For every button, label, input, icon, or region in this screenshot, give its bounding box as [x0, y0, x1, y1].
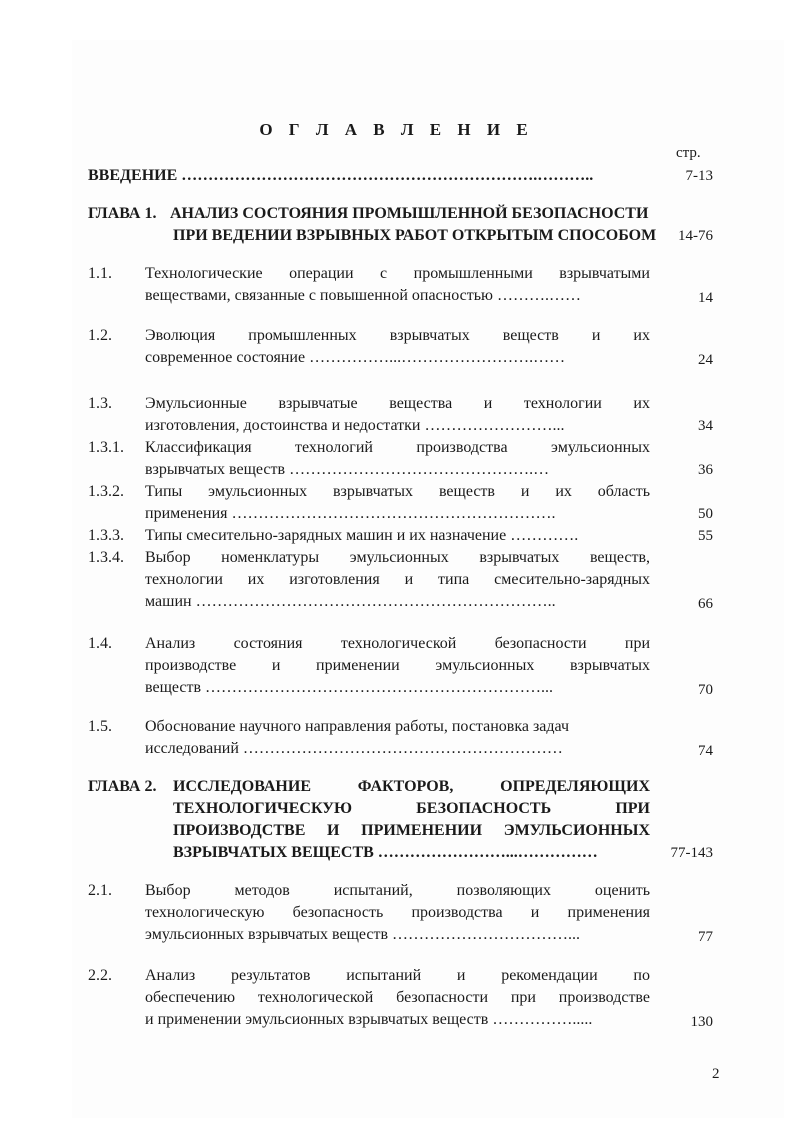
toc-entry-page: 70 — [698, 682, 713, 698]
toc-entry-text: обеспечению технологической безопасности при производстве — [145, 989, 650, 1006]
toc-entry-text: машин ………………………………………………………….. — [145, 593, 556, 610]
toc-entry-page: 34 — [698, 418, 713, 434]
toc-entry-text: Технологические операции с промышленными взрывчатыми — [145, 265, 650, 282]
toc-entry-page: 55 — [698, 528, 713, 544]
toc-entry-text: ПРИ ВЕДЕНИИ ВЗРЫВНЫХ РАБОТ ОТКРЫТЫМ СПОСОБОМ — [173, 227, 657, 244]
toc-entry-number: 1.3. — [88, 395, 112, 412]
toc-entry-page: 74 — [698, 743, 713, 759]
toc-entry-text: веществ ………………………………………………………... — [145, 679, 554, 696]
toc-entry-text: и применении эмульсионных взрывчатых веществ ……………..... — [145, 1011, 593, 1028]
toc-entry-number: 2.1. — [88, 882, 112, 899]
toc-entry-text: применения ……………………………………………………. — [145, 505, 556, 522]
toc-entry-text: изготовления, достоинства и недостатки ……………………... — [145, 417, 565, 434]
toc-entry-text: Анализ результатов испытаний и рекомендации по — [145, 967, 650, 984]
page-number: 2 — [712, 1066, 720, 1082]
toc-entry-text: производстве и применении эмульсионных взрывчатых — [145, 657, 650, 674]
toc-entry-page: 7-13 — [685, 168, 713, 184]
toc-entry-text: Обоснование научного направления работы, постановка задач — [145, 718, 570, 735]
toc-entry-number: 2.2. — [88, 967, 112, 984]
toc-entry-number: ГЛАВА 1. — [88, 205, 157, 222]
toc-entry-number: 1.3.2. — [88, 483, 124, 500]
toc-entry-page: 36 — [698, 462, 713, 478]
toc-entry-page: 24 — [698, 352, 713, 368]
toc-entry-text: современное состояние ……………...…………………….…… — [145, 349, 566, 366]
toc-entry-text: ПРОИЗВОДСТВЕ И ПРИМЕНЕНИИ ЭМУЛЬСИОННЫХ — [173, 822, 650, 839]
toc-entry-number: 1.3.3. — [88, 527, 124, 544]
toc-entry-page: 66 — [698, 596, 713, 612]
toc-entry-page: 14 — [698, 290, 713, 306]
toc-entry-text: технологическую безопасность производства и применения — [145, 904, 650, 921]
toc-entry-number: 1.4. — [88, 635, 112, 652]
toc-title: О Г Л А В Л Е Н И Е — [259, 120, 534, 139]
toc-entry-text: Выбор номенклатуры эмульсионных взрывчатых веществ, — [145, 549, 650, 566]
toc-entry-text: Эволюция промышленных взрывчатых веществ и их — [145, 327, 650, 344]
page-column-header: стр. — [676, 145, 701, 161]
toc-entry-page: 50 — [698, 506, 713, 522]
toc-entry-text: эмульсионных взрывчатых веществ ……………………………... — [145, 926, 581, 943]
toc-entry-text: технологии их изготовления и типа смесительно-зарядных — [145, 571, 650, 588]
toc-entry-text: Эмульсионные взрывчатые вещества и технологии их — [145, 395, 650, 412]
toc-entry-text: Классификация технологий производства эмульсионных — [145, 439, 650, 456]
toc-entry-number: 1.2. — [88, 327, 112, 344]
toc-entry-text: ТЕХНОЛОГИЧЕСКУЮ БЕЗОПАСНОСТЬ ПРИ — [173, 800, 650, 817]
toc-entry-text: ВЗРЫВЧАТЫХ ВЕЩЕСТВ ……………………...…………… — [173, 844, 598, 861]
toc-entry-text: исследований …………………………………………………… — [145, 740, 563, 757]
toc-entry-number: 1.5. — [88, 718, 112, 735]
toc-entry-text: Выбор методов испытаний, позволяющих оценить — [145, 882, 650, 899]
toc-entry-text: ИССЛЕДОВАНИЕ ФАКТОРОВ, ОПРЕДЕЛЯЮЩИХ — [173, 778, 650, 795]
toc-entry-text: АНАЛИЗ СОСТОЯНИЯ ПРОМЫШЛЕННОЙ БЕЗОПАСНОСТИ — [170, 205, 649, 222]
toc-entry-page: 77-143 — [670, 845, 713, 861]
toc-entry-text: Анализ состояния технологической безопасности при — [145, 635, 650, 652]
toc-entry-page: 77 — [698, 929, 713, 945]
toc-entry-text: веществами, связанные с повышенной опасностью ……….…… — [145, 287, 581, 304]
toc-entry-text: взрывчатых веществ ……………………………………….… — [145, 461, 550, 478]
toc-entry-text: ВВЕДЕНИЕ ………………………………………………………….……….. — [88, 167, 594, 184]
toc-entry-number: ГЛАВА 2. — [88, 778, 157, 795]
toc-entry-number: 1.3.1. — [88, 439, 124, 456]
toc-entry-page: 14-76 — [678, 228, 713, 244]
toc-entry-number: 1.1. — [88, 265, 112, 282]
toc-entry-text: Типы смесительно-зарядных машин и их назначение …………. — [145, 527, 579, 544]
toc-entry-text: Типы эмульсионных взрывчатых веществ и их область — [145, 483, 650, 500]
toc-entry-page: 130 — [690, 1014, 713, 1030]
toc-entry-number: 1.3.4. — [88, 549, 124, 566]
